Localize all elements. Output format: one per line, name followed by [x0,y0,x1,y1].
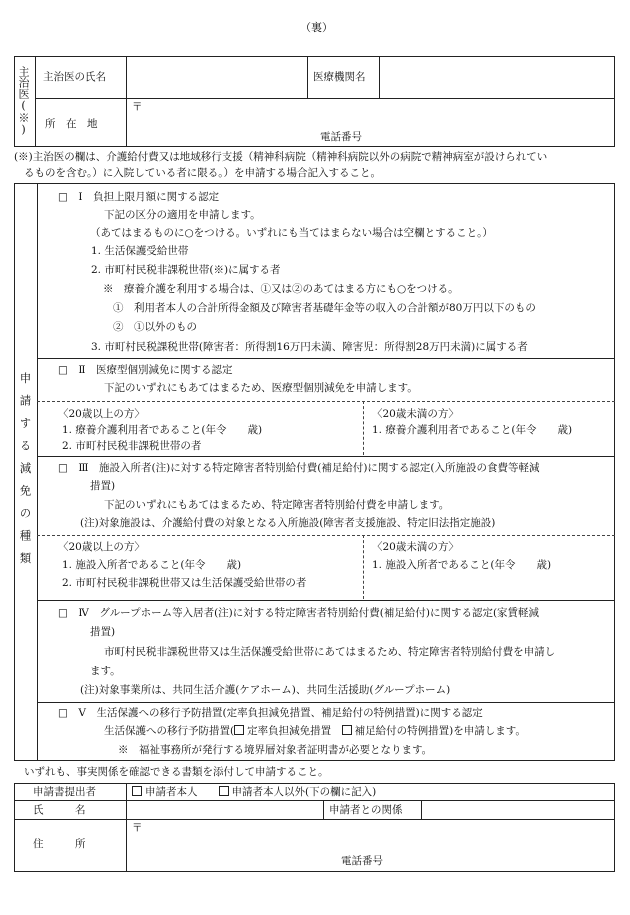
section-4-desc-cont: ます。 [90,665,121,677]
section-3-right-head: 〈20歳未満の方〉 [372,541,459,553]
doctor-postal-mark: 〒 [132,101,143,113]
option-other[interactable]: 申請者本人以外(下の欄に記入) [231,786,377,798]
section-3-note: (注)対象施設は、介護給付費の対象となる入所施設(障害者支援施設、特定旧法指定施設) [80,517,496,529]
section-1-line: （あてはまるものに○をつける。いずれにも当てはまらない場合は空欄とすること。） [90,227,493,239]
section-4-title[interactable]: □ Ⅳ グループホーム等入居者(注)に対する特定障害者特別給付費(補足給付)に関する認定(家賃軽減 [58,607,540,619]
submitter-postal-mark: 〒 [132,822,143,834]
other-checkbox[interactable] [219,786,229,796]
section-1-sub-option-1[interactable]: ① 利用者本人の合計所得金額及び障害者基礎年金等の収入の合計額が80万円以下のもの [113,302,536,314]
section-2-left-item: 1. 療養介護利用者であること(年令 歳) [62,424,263,436]
doctor-side-label: 主治医(※) [17,66,30,136]
section-2-right-head: 〈20歳未満の方〉 [372,408,459,420]
section-2-left-item: 2. 市町村民税非課税世帯の者 [62,440,202,452]
self-checkbox[interactable] [132,786,142,796]
section-3-desc: 下記のいずれにもあてはまるため、特定障害者特別給付費を申請します。 [104,499,450,511]
section-4-title-cont: 措置) [90,626,116,638]
section-3-right-item: 1. 施設入所者であること(年令 歳) [372,559,552,571]
section-1-line: 下記の区分の適用を申請します。 [104,209,261,221]
institution-label: 医療機関名 [313,71,366,83]
doctor-address-label: 所 在 地 [45,118,98,130]
section-5-option-1[interactable]: 定率負担減免措置 [247,725,332,737]
section-5-note: ※ 福祉事務所が発行する境界層対象者証明書が必要となります。 [118,744,433,756]
option-1-checkbox[interactable] [234,725,244,735]
doctor-name-label: 主治医の氏名 [43,71,106,83]
submitter-name-field[interactable] [128,802,321,817]
relation-field[interactable] [423,802,613,817]
section-1-option-3[interactable]: 3. 市町村民税課税世帯(障害者：所得割16万円未満、障害児：所得割28万円未満)に属する者 [91,341,528,353]
section-1-option-2[interactable]: 2. 市町村民税非課税世帯(※)に属する者 [91,264,281,276]
section-3-left-item: 2. 市町村民税非課税世帯又は生活保護受給世帯の者 [62,577,307,589]
submitter-address-label: 住 所 [33,838,86,850]
section-3-left-item: 1. 施設入所者であること(年令 歳) [62,559,242,571]
section-3-left-head: 〈20歳以上の方〉 [58,541,145,553]
doctor-name-field[interactable] [128,58,305,96]
doctor-phone-label: 電話番号 [320,131,362,143]
option-2-checkbox[interactable] [342,725,352,735]
section-2-left-head: 〈20歳以上の方〉 [58,408,145,420]
section-1-sub-option-2[interactable]: ② ①以外のもの [113,321,197,333]
section-2-right-item: 1. 療養介護利用者であること(年令 歳) [372,424,573,436]
section-3-title[interactable]: □ Ⅲ 施設入所者(注)に対する特定障害者特別給付費(補足給付)に関する認定(入所施設の食費等軽減 [58,462,540,474]
section-1-line: ※ 療養介護を利用する場合は、①又は②のあてはまる方にも○をつける。 [103,283,459,295]
section-2-title[interactable]: □ Ⅱ 医療型個別減免に関する認定 [58,364,233,376]
section-4-desc: 市町村民税非課税世帯又は生活保護受給世帯にあてはまるため、特定障害者特別給付費を申請し [104,646,556,658]
section-5-desc [104,725,526,738]
doctor-address-field[interactable] [142,101,612,129]
institution-field[interactable] [381,58,613,96]
submitter-phone-label: 電話番号 [341,855,383,867]
option-self[interactable]: 申請者本人 [145,786,198,798]
section-5-option-2[interactable]: 補足給付の特例措置 [354,725,450,737]
section-5-title[interactable]: □ Ⅴ 生活保護への移行予防措置(定率負担減免措置、補足給付の特例措置)に関する認定 [58,707,483,719]
section-4-note: (注)対象事業所は、共同生活介護(ケアホーム)、共同生活援助(グループホーム) [80,684,451,696]
reduction-side-label: 申請する減免の種類 [18,372,33,575]
section-2-desc: 下記のいずれにもあてはまるため、医療型個別減免を申請します。 [104,382,418,394]
relation-label: 申請者との関係 [329,804,403,816]
section-1-title[interactable]: □ Ⅰ 負担上限月額に関する認定 [58,191,220,203]
section-3-title-cont: 措置) [90,480,116,492]
footer-note: いずれも、事実関係を確認できる書類を添付して申請すること。 [24,766,329,778]
doctor-note-line2: るものを含む。）に入院している者に限る。）を申請する場合記入すること。 [24,167,381,179]
page-title: （裏） [300,21,333,34]
submitter-name-label: 氏 名 [33,804,86,816]
submitter-address-field[interactable] [142,822,612,852]
section-5-desc-suffix: )を申請します。 [449,725,526,737]
submitter-label: 申請書提出者 [33,786,96,798]
section-1-option-1[interactable]: 1. 生活保護受給世帯 [91,245,189,257]
section-5-desc-prefix: 生活保護への移行予防措置( [104,725,235,737]
submitter-options [132,786,376,799]
doctor-note-line1: (※)主治医の欄は、介護給付費又は地域移行支援（精神科病院（精神科病院以外の病院で精神病室が設けられてい [14,151,548,163]
